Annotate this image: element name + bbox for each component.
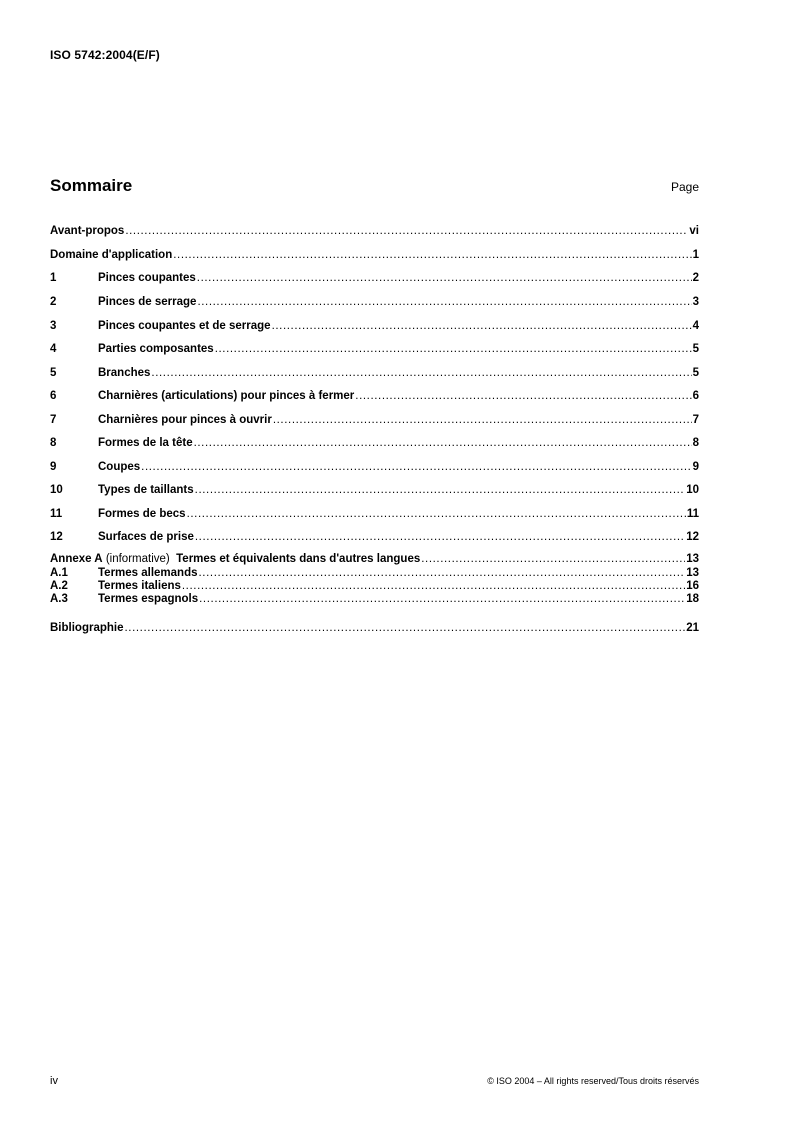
toc-entry-a3[interactable] [50, 591, 699, 607]
toc-entry-page: 16 [686, 580, 699, 592]
toc-entry-page: 18 [686, 593, 699, 605]
toc-entry-label: Termes espagnols [98, 593, 199, 605]
document-id: ISO 5742:2004(E/F) [50, 48, 160, 62]
dot-leader [197, 294, 691, 310]
toc-entry-label: Surfaces de prise [98, 531, 194, 543]
toc-entry-number: 10 [50, 484, 63, 496]
toc-entry-number: 5 [50, 367, 57, 379]
dot-leader [187, 506, 686, 522]
toc-entry-3[interactable] [50, 318, 699, 334]
copyright-notice: © ISO 2004 – All rights reserved/Tous droits réservés [487, 1076, 699, 1086]
dot-leader [355, 388, 691, 404]
toc-entry-number: A.2 [50, 580, 68, 592]
toc-entry-page: 1 [692, 249, 699, 261]
toc-entry-page: vi [689, 225, 699, 237]
dot-leader [197, 270, 692, 286]
toc-entry-label: Termes italiens [98, 580, 181, 592]
toc-entry-label: Charnières pour pinces à ouvrir [98, 414, 272, 426]
toc-entry-domaine[interactable] [50, 247, 699, 263]
page-number: iv [50, 1075, 58, 1087]
toc-entry-9[interactable] [50, 459, 699, 475]
toc-entry-label: Branches [98, 367, 151, 379]
toc-entry-avant-propos[interactable] [50, 223, 699, 239]
toc-entry-page: 21 [686, 622, 699, 634]
toc-entry-6[interactable] [50, 388, 699, 404]
toc-entry-page: 8 [692, 437, 699, 449]
dot-leader [195, 529, 685, 545]
toc-entry-label: Domaine d'application [50, 249, 173, 261]
page-title: Sommaire [50, 176, 133, 195]
toc-entry-1[interactable] [50, 270, 699, 286]
toc-entry-number: 9 [50, 461, 57, 473]
toc-entry-label: Pinces coupantes et de serrage [98, 320, 271, 332]
toc-entry-4[interactable] [50, 341, 699, 357]
toc-entry-label: Types de taillants [98, 484, 194, 496]
toc-entry-page: 13 [686, 553, 699, 565]
toc-entry-number: A.1 [50, 567, 68, 579]
toc-entry-page: 10 [686, 484, 699, 496]
toc-entry-label: Bibliographie [50, 622, 124, 634]
dot-leader [125, 223, 688, 239]
dot-leader [173, 247, 691, 263]
toc-entry-number: 12 [50, 531, 63, 543]
toc-entry-number: 3 [50, 320, 57, 332]
toc-entry-5[interactable] [50, 365, 699, 381]
toc-entry-page: 6 [692, 390, 699, 402]
dot-leader [273, 412, 692, 428]
dot-leader [141, 459, 691, 475]
toc-entry-label: Pinces coupantes [98, 272, 196, 284]
toc-entry-page: 9 [692, 461, 699, 473]
toc-page-column-label: Page [670, 180, 699, 194]
toc-entry-page: 12 [686, 531, 699, 543]
dot-leader [195, 482, 686, 498]
toc-entry-label: Charnières (articulations) pour pinces à fermer [98, 390, 355, 402]
toc-entry-page: 11 [686, 508, 699, 520]
toc-entry-number: 4 [50, 343, 57, 355]
toc-entry-12[interactable] [50, 529, 699, 545]
toc-entry-11[interactable] [50, 506, 699, 522]
toc-entry-page: 3 [692, 296, 699, 308]
toc-entry-page: 5 [692, 367, 699, 379]
dot-leader [215, 341, 692, 357]
toc-entry-label: Pinces de serrage [98, 296, 197, 308]
toc-entry-label: Formes de la tête [98, 437, 193, 449]
annex-type: (informative) [102, 553, 170, 565]
annex-subtitle: Termes et équivalents dans d'autres langues [169, 553, 421, 565]
dot-leader [151, 365, 691, 381]
toc-entry-2[interactable] [50, 294, 699, 310]
dot-leader [272, 318, 692, 334]
toc-entry-number: 1 [50, 272, 57, 284]
toc-entry-label: Parties composantes [98, 343, 214, 355]
toc-entry-number: 6 [50, 390, 57, 402]
toc-entry-page: 7 [692, 414, 699, 426]
toc-entry-bibliographie[interactable] [50, 620, 699, 636]
toc-entry-page: 13 [686, 567, 699, 579]
toc-entry-10[interactable] [50, 482, 699, 498]
toc-entry-number: 7 [50, 414, 57, 426]
toc-entry-7[interactable] [50, 412, 699, 428]
toc-entry-number: 11 [50, 508, 63, 520]
toc-entry-label: Avant-propos [50, 225, 125, 237]
toc-entry-page: 5 [692, 343, 699, 355]
toc-entry-label: Formes de becs [98, 508, 186, 520]
toc-entry-page: 2 [692, 272, 699, 284]
toc-entry-number: 2 [50, 296, 57, 308]
toc-heading [50, 176, 699, 200]
toc-entry-number: A.3 [50, 593, 68, 605]
dot-leader [199, 591, 685, 607]
toc-entry-page: 4 [692, 320, 699, 332]
toc-entry-label: Termes allemands [98, 567, 198, 579]
dot-leader [124, 620, 685, 636]
dot-leader [194, 435, 692, 451]
annex-title: Annexe A [50, 553, 103, 565]
toc-entry-number: 8 [50, 437, 57, 449]
toc-entry-label: Coupes [98, 461, 141, 473]
toc-entry-8[interactable] [50, 435, 699, 451]
